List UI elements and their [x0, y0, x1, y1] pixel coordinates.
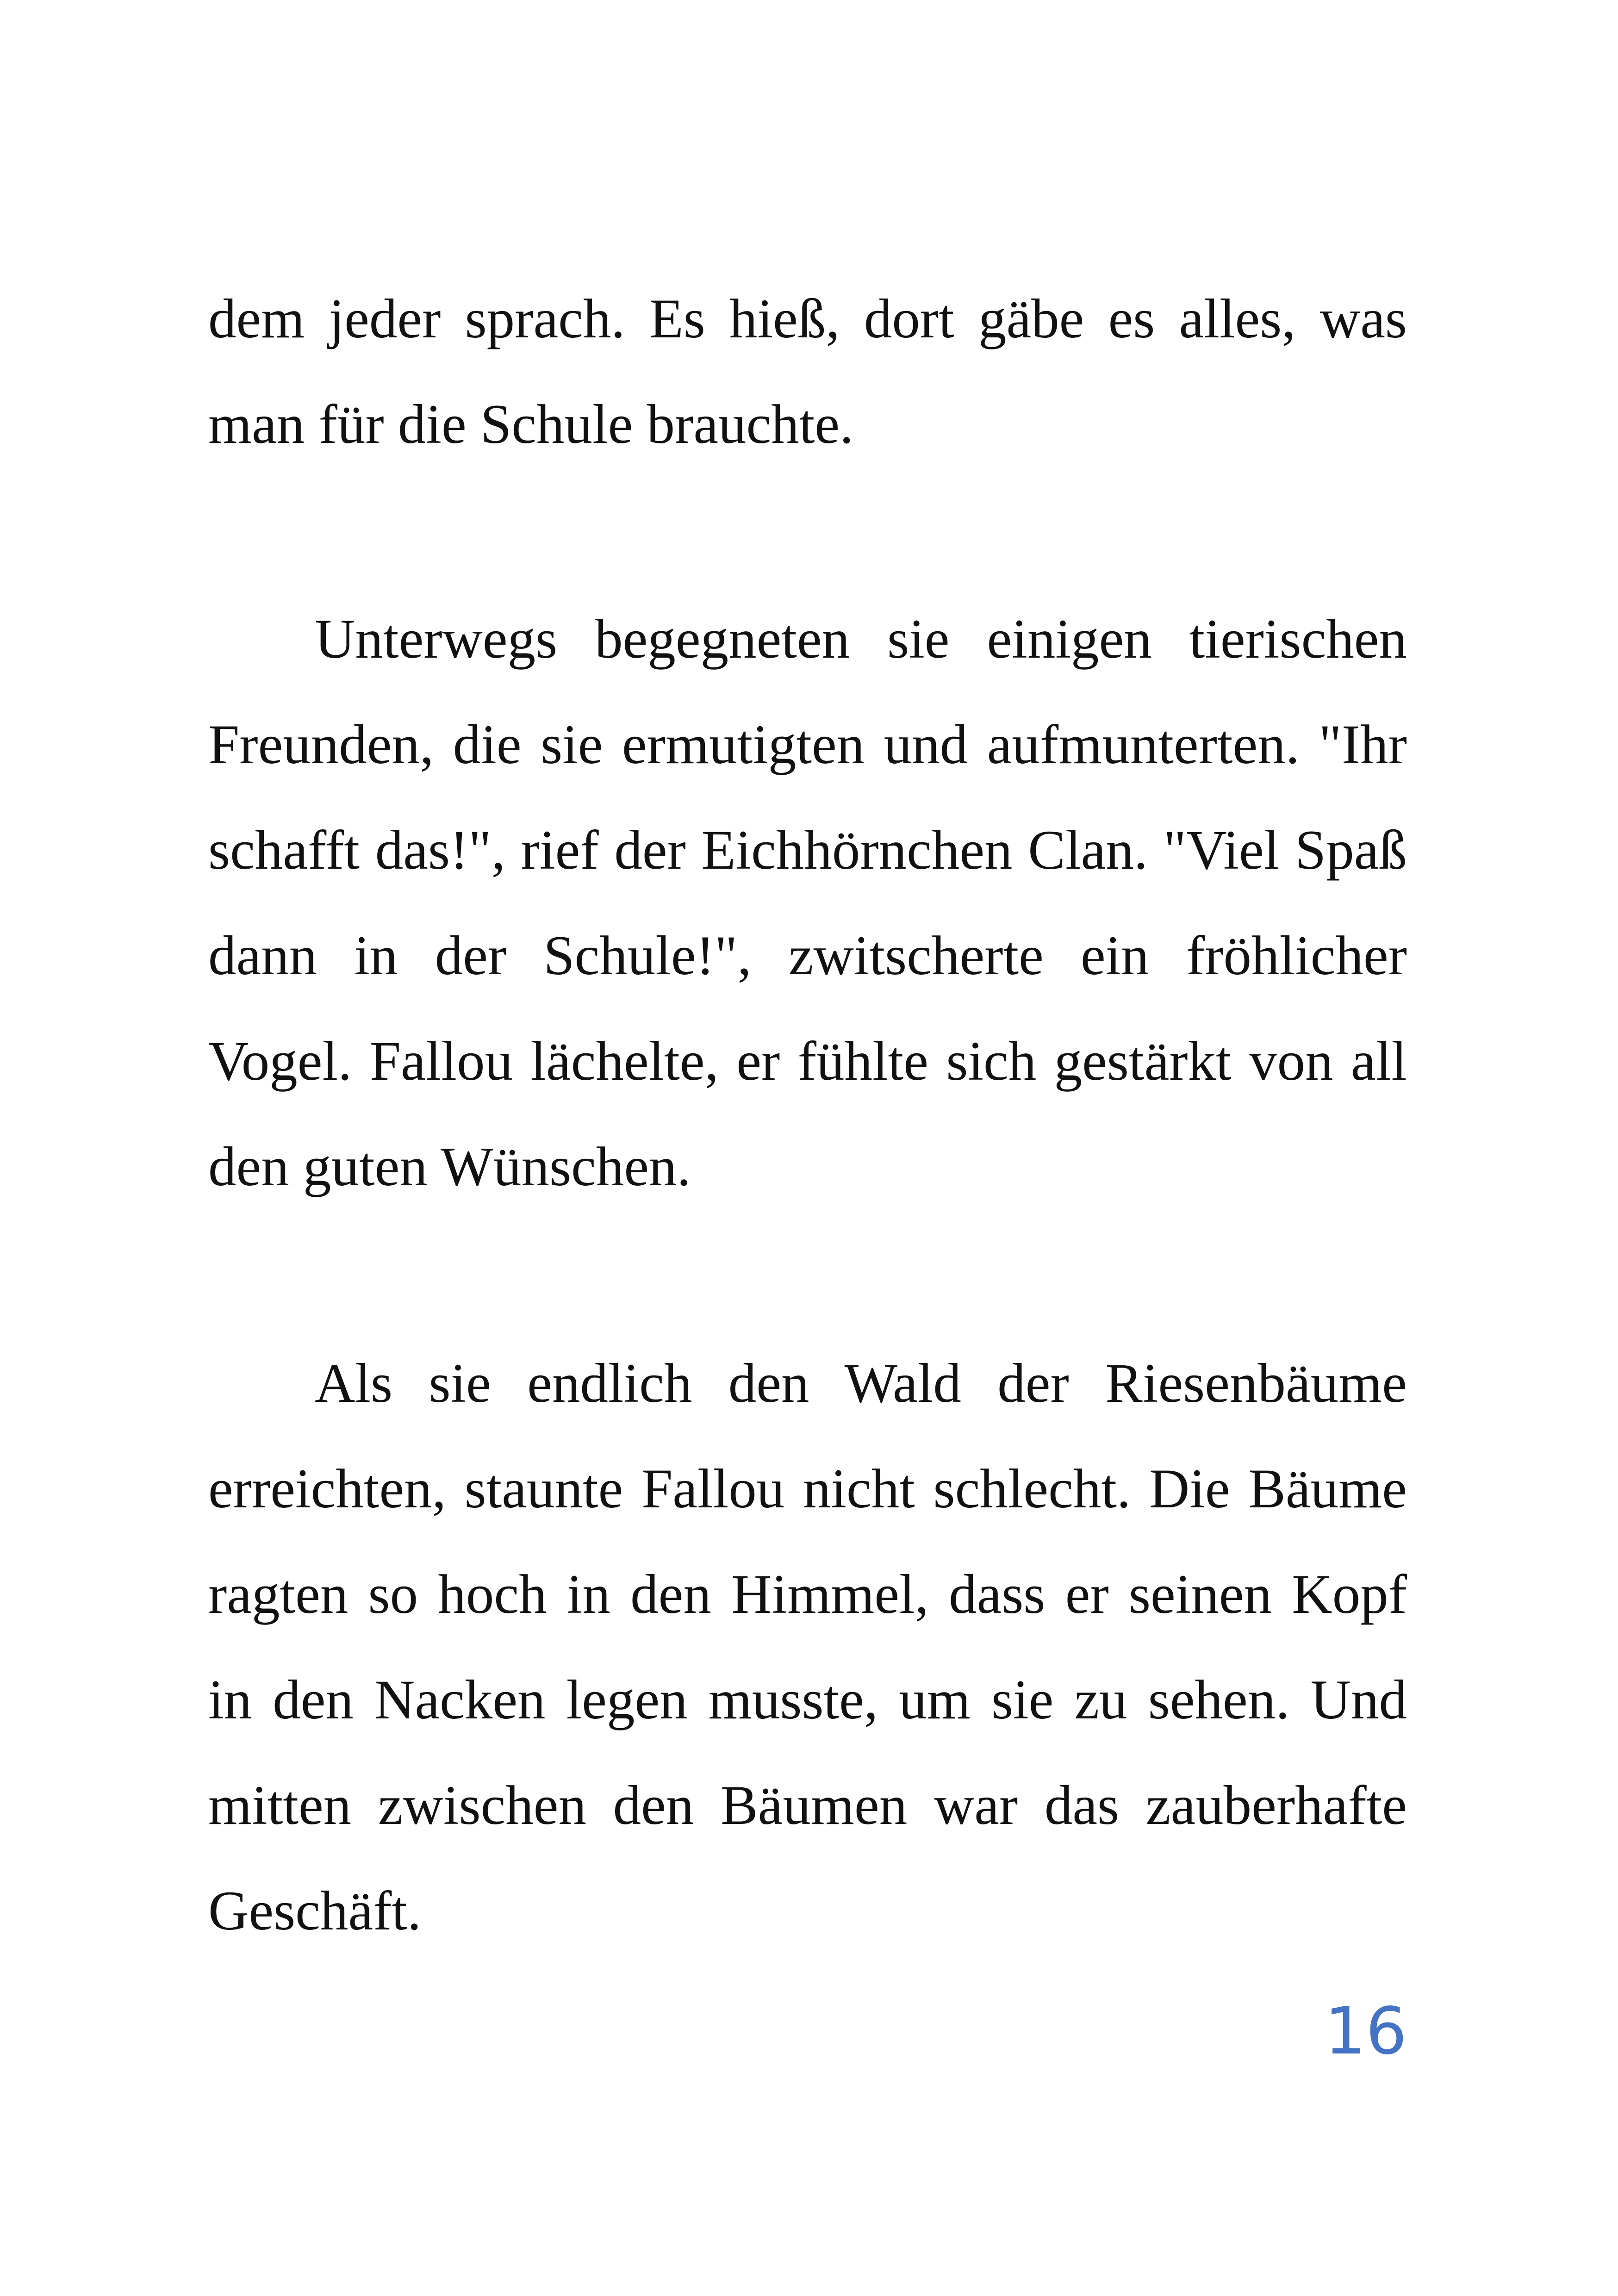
paragraph-giant-trees: Als sie endlich den Wald der Riesenbäume erreichten, staunte Fallou nicht schlecht. Die Bäume ragten so hoch in den Himmel, dass er seinen Kopf in den Nacken legen musste, um sie zu sehen. Und mitten zwischen den Bäumen war das zauberhafte Geschäft. [208, 1352, 1407, 1942]
paragraph-animal-friends: Unterwegs begegneten sie einigen tierischen Freunden, die sie ermutigten und aufmunterten. "Ihr schafft das!", rief der Eichhörnchen Clan. "Viel Spaß dann in der Schule!", zwitscherte ein fröhlicher Vogel. Fallou lächelte, er fühlte sich gestärkt von all den guten Wünschen. [208, 608, 1407, 1198]
page-number: 16 [1324, 1994, 1407, 2069]
paragraph-continuation: dem jeder sprach. Es hieß, dort gäbe es alles, was man für die Schule brauchte. [208, 288, 1407, 455]
